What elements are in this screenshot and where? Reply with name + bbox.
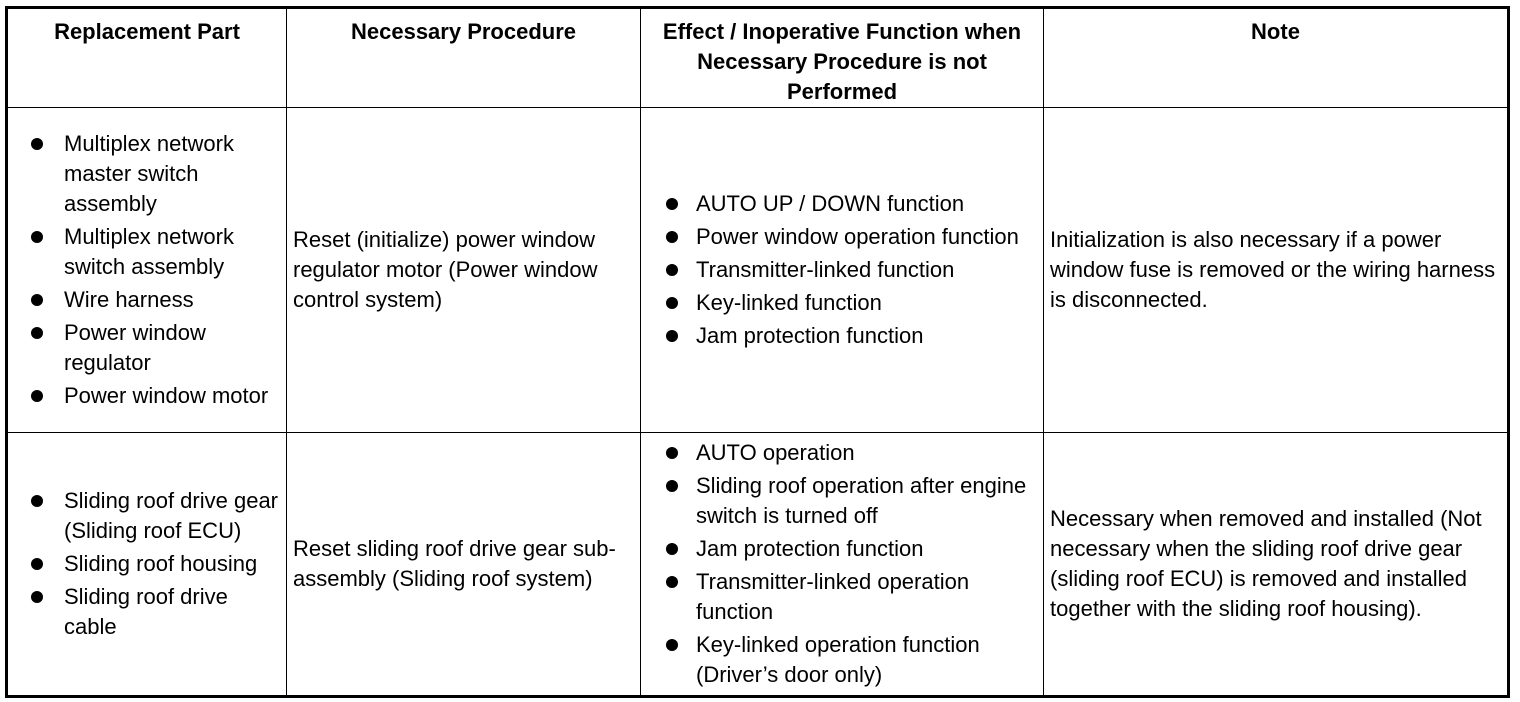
header-note: Note: [1044, 8, 1509, 108]
list-item: AUTO UP / DOWN function: [641, 189, 1043, 219]
bullet-icon: [31, 231, 43, 243]
list-item: Jam protection function: [641, 534, 1043, 564]
list-item: Sliding roof operation after engine switch is turned off: [641, 471, 1043, 531]
list-item: Multiplex network switch assembly: [8, 222, 286, 282]
bullet-icon: [31, 138, 43, 150]
replacement-parts-list: [8, 486, 286, 642]
list-item: Sliding roof drive gear (Sliding roof ECU): [8, 486, 286, 546]
replacement-procedure-table: [5, 6, 1510, 698]
note-text: Necessary when removed and installed (Not necessary when the sliding roof drive gear (sliding roof ECU) is removed and installed together with the sliding roof housing).: [1050, 506, 1482, 621]
procedure-cell: [287, 108, 641, 433]
replacement-parts-cell: [7, 108, 287, 433]
effects-list: [641, 438, 1043, 690]
list-item: Multiplex network master switch assembly: [8, 129, 286, 219]
effects-cell: [641, 433, 1044, 697]
list-item: AUTO operation: [641, 438, 1043, 468]
procedure-text: Reset (initialize) power window regulator motor (Power window control system): [293, 227, 598, 312]
bullet-icon: [31, 390, 43, 402]
bullet-icon: [31, 327, 43, 339]
header-row: [7, 8, 1509, 108]
list-item: Sliding roof housing: [8, 549, 286, 579]
bullet-icon: [666, 543, 678, 555]
note-cell: [1044, 433, 1509, 697]
bullet-icon: [31, 558, 43, 570]
bullet-icon: [666, 297, 678, 309]
list-item: Power window operation function: [641, 222, 1043, 252]
bullet-icon: [31, 495, 43, 507]
list-item: Transmitter-linked operation function: [641, 567, 1043, 627]
list-item: Key-linked operation function (Driver’s door only): [641, 630, 1043, 690]
note-cell: [1044, 108, 1509, 433]
bullet-icon: [666, 480, 678, 492]
bullet-icon: [666, 198, 678, 210]
header-effect-inoperative-function: Effect / Inoperative Function when Necessary Procedure is not Performed: [641, 8, 1044, 108]
list-item: Sliding roof drive cable: [8, 582, 286, 642]
list-item: Transmitter-linked function: [641, 255, 1043, 285]
effects-list: [641, 189, 1043, 351]
header-necessary-procedure: Necessary Procedure: [287, 8, 641, 108]
bullet-icon: [666, 639, 678, 651]
bullet-icon: [666, 447, 678, 459]
list-item: Power window motor: [8, 381, 286, 411]
list-item: Wire harness: [8, 285, 286, 315]
bullet-icon: [31, 294, 43, 306]
table-row: [7, 433, 1509, 697]
list-item: Jam protection function: [641, 321, 1043, 351]
procedure-cell: [287, 433, 641, 697]
bullet-icon: [666, 264, 678, 276]
header-replacement-part: Replacement Part: [7, 8, 287, 108]
list-item: Power window regulator: [8, 318, 286, 378]
replacement-parts-list: [8, 129, 286, 411]
replacement-parts-cell: [7, 433, 287, 697]
bullet-icon: [31, 591, 43, 603]
note-text: Initialization is also necessary if a power window fuse is removed or the wiring harness is disconnected.: [1050, 227, 1496, 312]
bullet-icon: [666, 231, 678, 243]
list-item: Key-linked function: [641, 288, 1043, 318]
table-row: [7, 108, 1509, 433]
bullet-icon: [666, 330, 678, 342]
bullet-icon: [666, 576, 678, 588]
effects-cell: [641, 108, 1044, 433]
procedure-text: Reset sliding roof drive gear sub-assembly (Sliding roof system): [293, 536, 616, 591]
